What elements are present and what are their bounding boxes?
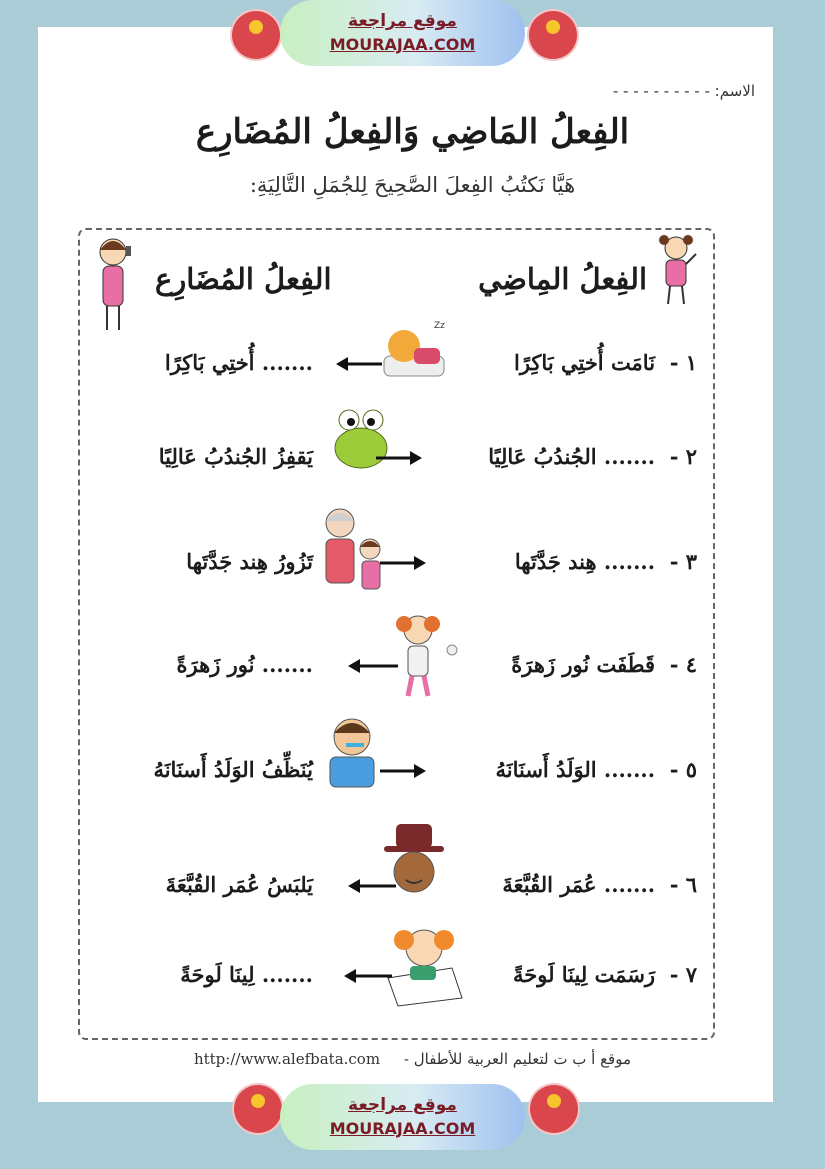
banner-latin-link[interactable]: MOURAJAA.COM: [329, 1119, 476, 1138]
row-number: ٣ -: [669, 549, 697, 574]
arrow-right-icon: [376, 448, 422, 468]
row-1-present: ....... أُختِي بَاكِرًا: [164, 350, 313, 375]
row-3-past: [515, 549, 697, 574]
row-2-past: [488, 444, 697, 469]
row-past-text: ....... الجُندُبُ عَالِيًا: [488, 444, 656, 469]
row-past-text: ....... الوَلَدُ أَسنَانَهُ: [495, 757, 656, 782]
arrow-right-icon: [380, 761, 426, 781]
grandmother-child-icon: [318, 503, 388, 603]
row-6-past: [502, 872, 697, 897]
banner-latin-link[interactable]: MOURAJAA.COM: [329, 35, 476, 54]
logo-icon: [546, 20, 560, 34]
exercise-row-7: [0, 952, 825, 1012]
worksheet-instruction: هَيَّا نَكتُبُ الفِعلَ الصَّحِيحَ لِلجُمَلِ التَّالِيَةِ:: [249, 173, 576, 197]
svg-text:Zz: Zz: [434, 321, 445, 331]
banner-arabic-link[interactable]: موقع مراجعة: [348, 1095, 457, 1115]
boy-brushing-teeth-icon: [322, 713, 386, 793]
footer-url[interactable]: http://www.alefbata.com: [193, 1050, 381, 1068]
arrow-left-icon: [336, 354, 382, 374]
row-number: ٥ -: [669, 757, 697, 782]
footer-site-name: موقع أ ب ت لتعليم العربية للأطفال -: [403, 1050, 632, 1068]
girl-phone-icon: [93, 232, 135, 336]
site-banner-bottom[interactable]: [280, 1084, 525, 1150]
row-3-present: تَزُورُ هِند جَدَّتَها: [186, 549, 313, 574]
row-number: ١ -: [669, 350, 697, 375]
row-4-past: [511, 652, 697, 677]
girl-drawing-icon: [382, 918, 466, 1008]
logo-icon: [249, 20, 263, 34]
row-past-text: نَامَت أُختِي بَاكِرًا: [514, 350, 656, 375]
logo-icon: [251, 1094, 265, 1108]
arrow-right-icon: [380, 553, 426, 573]
row-number: ٧ -: [669, 962, 697, 987]
row-5-present: يُنَظِّفُ الوَلَدُ أَسنَانَهُ: [153, 757, 313, 782]
row-past-text: قَطَفَت نُور زَهرَةً: [511, 652, 656, 677]
column-header-past: الفِعلُ المِاضِي: [478, 262, 647, 296]
row-5-past: [495, 757, 697, 782]
row-number: ٤ -: [669, 652, 697, 677]
sleeping-child-icon: [380, 318, 458, 396]
exercise-row-4: [0, 642, 825, 702]
site-logo-left-bottom[interactable]: [234, 1085, 282, 1133]
girl-waving-icon: [652, 232, 700, 308]
exercise-row-1: [0, 321, 825, 400]
column-header-present: الفِعلُ المُضَارِع: [155, 262, 332, 296]
girl-picking-flower-icon: [390, 610, 462, 702]
row-1-past: [514, 350, 697, 375]
exercise-row-5: [0, 747, 825, 807]
row-number: ٦ -: [669, 872, 697, 897]
site-banner-top[interactable]: [280, 0, 525, 66]
row-past-text: رَسَمَت لِينَا لَوحَةً: [512, 962, 656, 987]
worksheet-title: الفِعلُ المَاضِي وَالفِعلُ المُضَارِع: [195, 112, 630, 152]
row-number: ٢ -: [669, 444, 697, 469]
site-logo-left-top[interactable]: [232, 11, 280, 59]
row-7-past: [513, 962, 697, 987]
logo-icon: [547, 1094, 561, 1108]
exercise-row-2: [0, 434, 825, 494]
exercise-row-3: [0, 539, 825, 599]
site-logo-right-bottom[interactable]: [530, 1085, 578, 1133]
row-past-text: ....... هِند جَدَّتَها: [514, 549, 656, 574]
site-logo-right-top[interactable]: [529, 11, 577, 59]
exercise-row-6: [0, 862, 825, 922]
row-past-text: ....... عُمَر القُبَّعَةَ: [502, 872, 656, 897]
name-field-label: الاسم: - - - - - - - - - -: [612, 82, 755, 100]
banner-arabic-link[interactable]: موقع مراجعة: [348, 11, 457, 31]
row-4-present: ....... نُور زَهرَةً: [176, 652, 313, 677]
boy-with-hat-icon: [382, 820, 446, 902]
worksheet-footer: [0, 1050, 825, 1068]
row-2-present: يَقفِزُ الجُندُبُ عَالِيًا: [158, 444, 313, 469]
row-6-present: يَلبَسُ عُمَر القُبَّعَةَ: [165, 872, 313, 897]
row-7-present: ....... لِينَا لَوحَةً: [180, 962, 313, 987]
